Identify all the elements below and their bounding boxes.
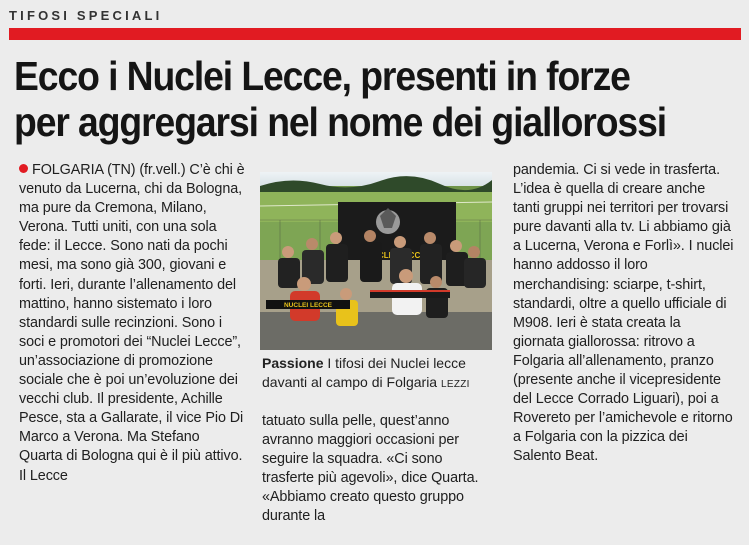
section-label: TIFOSI SPECIALI bbox=[9, 8, 163, 23]
bullet-icon bbox=[19, 164, 28, 173]
column-2-text: tatuato sulla pelle, quest’anno avranno maggiori occasioni per seguire la squadra. «Ci sono trasferte più agevoli», dice Quarta. «Abbiamo creato questo gruppo durante la bbox=[262, 413, 479, 525]
caption-text: I tifosi dei Nuclei lecce davanti al campo di Folgaria bbox=[262, 355, 466, 390]
article-column-1 bbox=[19, 161, 245, 486]
article-column-3 bbox=[513, 161, 735, 467]
fans-photo bbox=[260, 172, 492, 350]
column-3-text: pandemia. Ci si vede in trasferta. L’idea è quella di creare anche tanti gruppi nei territori per trovarsi pure davanti alla tv. Li abbiamo già a Lucerna, Verona e Forlì». I nuclei hanno addosso il loro merchandising: sciarpe, t-shirt, standardi, oltre a quello ufficiale di M908. Ieri è stata creata la giornata giallorossa: ritrovo a Folgaria all’allenamento, pranzo (presente anche il vicepresidente del Lecce Corrado Liguari), poi a Rovereto per l’amichevole e ritorno a Folgaria con la pizzica dei Salento Beat. bbox=[513, 162, 734, 465]
photo-credit: LEZZI bbox=[441, 378, 470, 390]
article-headline bbox=[14, 53, 678, 145]
caption-title: Passione bbox=[262, 355, 324, 371]
article-column-2 bbox=[262, 412, 494, 527]
column-1-text: C’è chi è venuto da Lucerna, chi da Bologna, ma pure da Cremona, Milano, Verona. Tutti uniti, con una sola fede: il Lecce. Sono nati da pochi mesi, ma sono già 300, giovani e forti. Ieri, durante l’allenamento del mattino, hanno sistemato i loro standardi sulle recinzioni. Sono i soci e promotori dei “Nuclei Lecce”, un’associazione di promozione sociale che è poi un’evoluzione dei vecchi club. Il presidente, Achille Pesce, sta a Gallarate, il vice Pio Di Marco a Verona. Ma Stefano Quarta di Bologna qui è il più attivo. Il Lecce bbox=[19, 162, 245, 484]
scarf-text: NUCLEI LECCE bbox=[283, 302, 333, 309]
headline-line-1: Ecco i Nuclei Lecce, presenti in forze bbox=[14, 53, 630, 99]
headline-line-2: per aggregarsi nel nome dei giallorossi bbox=[14, 99, 667, 145]
dateline: FOLGARIA (TN) (fr.vell.) bbox=[32, 162, 186, 178]
section-divider bbox=[9, 28, 741, 40]
photo-caption bbox=[262, 354, 496, 394]
